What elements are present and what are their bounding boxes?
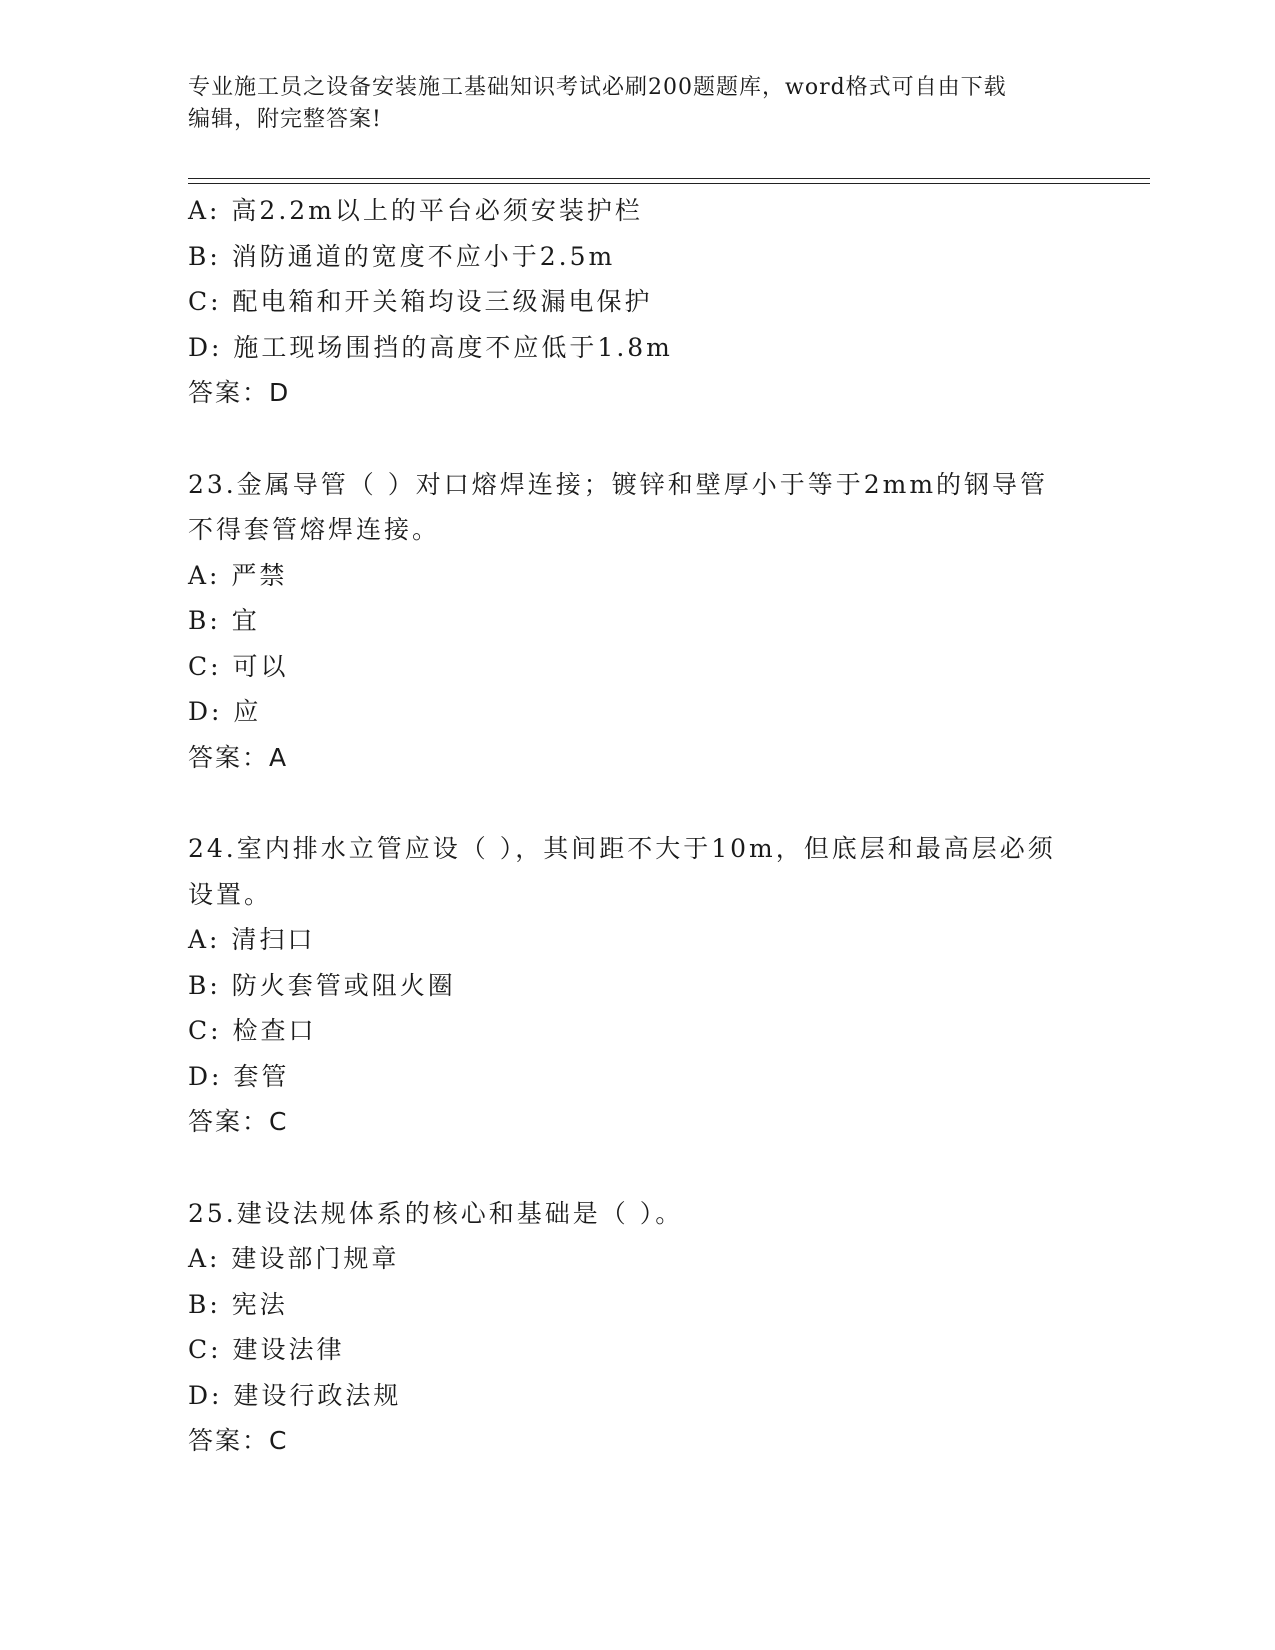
question-24	[188, 826, 1088, 1145]
question-22-continued	[188, 188, 1088, 416]
header-divider-bottom	[188, 183, 1150, 184]
question-stem: 24.室内排水立管应设（ ），其间距不大于10m，但底层和最高层必须	[188, 834, 1056, 863]
answer-line: 答案：A	[188, 742, 289, 772]
question-23	[188, 462, 1088, 781]
question-stem-continued: 不得套管熔焊连接。	[188, 515, 441, 544]
header-divider-top	[188, 178, 1150, 179]
option-d: D: 应	[188, 697, 262, 726]
answer-line: 答案：D	[188, 378, 291, 407]
option-a: A: 建设部门规章	[188, 1244, 400, 1273]
option-b: B: 宜	[188, 606, 260, 635]
answer-line: 答案：C	[188, 1107, 289, 1136]
option-a: A: 严禁	[188, 560, 288, 590]
option-c: C: 可以	[188, 651, 289, 681]
option-d: D: 套管	[188, 1061, 290, 1091]
question-25	[188, 1191, 1088, 1464]
option-c: C: 配电箱和开关箱均设三级漏电保护	[188, 287, 653, 316]
answer-line: 答案：C	[188, 1426, 289, 1455]
option-b: B: 消防通道的宽度不应小于2.5m	[188, 241, 616, 271]
option-b: B: 宪法	[188, 1289, 288, 1319]
header-line-1: 专业施工员之设备安装施工基础知识考试必刷200题题库，word格式可自由下载	[188, 75, 1007, 100]
option-a: A: 高2.2m以上的平台必须安装护栏	[188, 196, 643, 225]
question-stem: 25.建设法规体系的核心和基础是（ ）。	[188, 1198, 684, 1228]
document-header	[188, 72, 1068, 136]
option-d: D: 建设行政法规	[188, 1380, 402, 1410]
document-body	[188, 188, 1088, 1464]
option-c: C: 检查口	[188, 1016, 317, 1045]
option-d: D: 施工现场围挡的高度不应低于1.8m	[188, 332, 673, 362]
option-a: A: 清扫口	[188, 925, 316, 954]
option-c: C: 建设法律	[188, 1335, 345, 1364]
question-stem-continued: 设置。	[188, 879, 273, 909]
header-line-2: 编辑，附完整答案!	[188, 107, 382, 132]
question-stem: 23.金属导管（ ）对口熔焊连接；镀锌和壁厚小于等于2mm的钢导管	[188, 469, 1049, 499]
option-b: B: 防火套管或阻火圈	[188, 970, 456, 1000]
